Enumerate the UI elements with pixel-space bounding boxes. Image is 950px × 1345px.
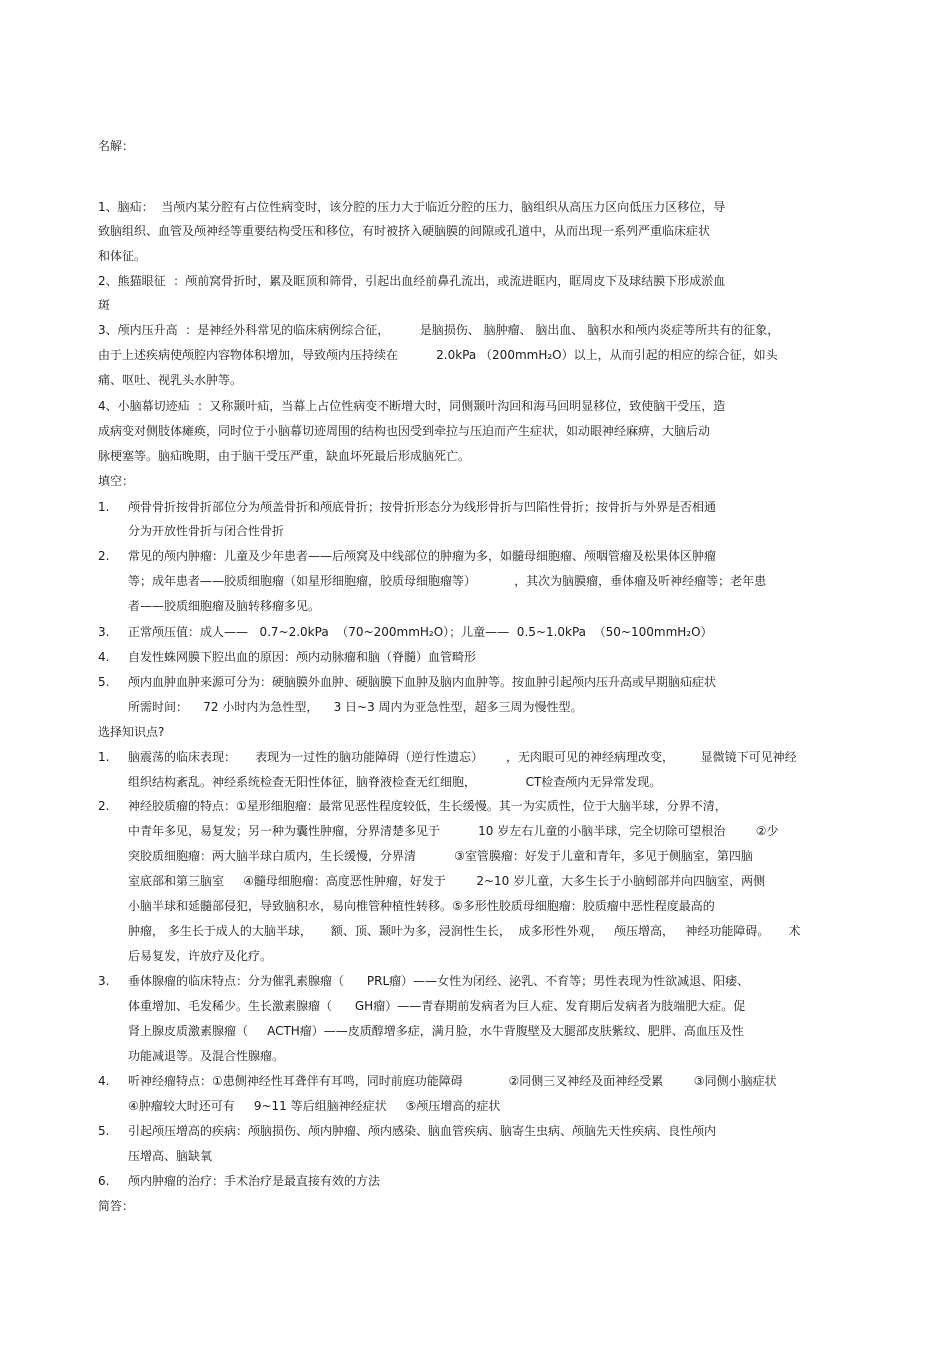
- text-line: 斑: [98, 298, 111, 312]
- item-number: 5.: [98, 1124, 110, 1138]
- item-number: 2.: [98, 799, 110, 813]
- item-number: 6.: [98, 1174, 110, 1188]
- text-line: 自发性蛛网膜下腔出血的原因：颅内动脉瘤和脑（脊髓）血管畸形: [128, 650, 477, 664]
- item-number: 2.: [98, 549, 110, 563]
- item-number: 1.: [98, 750, 110, 764]
- section-heading-mingjie: 名解：: [98, 139, 135, 153]
- text-line: 正常颅压值：成人—— 0.7~2.0kPa （70~200mmH₂O）；儿童—— 0.5~1.0kPa （50~100mmH₂O）: [128, 625, 713, 639]
- text-line: 分为开放性骨折与闭合性骨折: [128, 524, 285, 538]
- item-number: 5.: [98, 675, 110, 689]
- text-line: 和体征。: [98, 249, 147, 263]
- text-line: 颅内血肿血肿来源可分为：硬脑膜外血肿、硬脑膜下血肿及脑内血肿等。按血肿引起颅内压升高或早期脑疝症状: [128, 675, 717, 689]
- section-heading-tiankong: 填空：: [98, 474, 135, 488]
- text-line: 后易复发，许放疗及化疗。: [128, 949, 273, 963]
- text-line: 肿瘤， 多生长于成人的大脑半球， 额、顶、颞叶为多，浸润性生长， 成多形性外观， 颅压增高， 神经功能障碍。 术: [128, 924, 801, 938]
- text-line: 常见的颅内肿瘤：儿童及少年患者——后颅窝及中线部位的肿瘤为多，如髓母细胞瘤、颅咽管瘤及松果体区肿瘤: [128, 549, 717, 563]
- text-line: ④肿瘤较大时还可有 9~11 等后组脑神经症状 ⑤颅压增高的症状: [128, 1099, 501, 1113]
- item-number: 1.: [98, 500, 110, 514]
- text-line: 由于上述疾病使颅腔内容物体积增加，导致颅内压持续在 2.0kPa （200mmH₂O）以上，从而引起的相应的综合征，如头: [98, 348, 778, 362]
- section-heading-jianda: 简答：: [98, 1199, 135, 1213]
- text-line: 痛、呕吐、视乳头水肿等。: [98, 373, 243, 387]
- text-line: 颅内肿瘤的治疗：手术治疗是最直接有效的方法: [128, 1174, 381, 1188]
- text-line: 脉梗塞等。脑疝晚期，由于脑干受压严重，缺血坏死最后形成脑死亡。: [98, 449, 471, 463]
- text-line: 听神经瘤特点：①患侧神经性耳聋伴有耳鸣，同时前庭功能障碍 ②同侧三叉神经及面神经受累 ③同侧小脑症状: [128, 1074, 777, 1088]
- text-line: 垂体腺瘤的临床特点：分为催乳素腺瘤（ PRL瘤）——女性为闭经、泌乳、不育等；男性表现为性欲减退、阳痿、: [128, 974, 750, 988]
- text-line: 脑震荡的临床表现： 表现为一过性的脑功能障碍（逆行性遗忘） ，无肉眼可见的神经病理改变， 显微镜下可见神经: [128, 750, 797, 764]
- text-line: 成病变对侧肢体瘫痪，同时位于小脑幕切迹周围的结构也因受到牵拉与压迫而产生症状，如动眼神经麻痹，大脑后动: [98, 424, 711, 438]
- text-line: 肾上腺皮质激素腺瘤（ ACTH瘤）——皮质醇增多症，满月脸，水牛背腹壁及大腿部皮肤紫纹、肥胖、高血压及性: [128, 1024, 744, 1038]
- text-line: 功能减退等。及混合性腺瘤。: [128, 1049, 285, 1063]
- text-line: 4、小脑幕切迹疝 ：又称颞叶疝，当幕上占位性病变不断增大时，同侧颞叶沟回和海马回明显移位，致使脑干受压，造: [98, 399, 726, 413]
- item-number: 4.: [98, 1074, 110, 1088]
- text-line: 所需时间： 72 小时内为急性型， 3 日~3 周内为亚急性型，超多三周为慢性型。: [128, 700, 583, 714]
- text-line: 者——胶质细胞瘤及脑转移瘤多见。: [128, 599, 321, 613]
- section-heading-xuanze: 选择知识点?: [98, 725, 165, 739]
- item-number: 4.: [98, 650, 110, 664]
- text-line: 压增高、脑缺氧: [128, 1149, 213, 1163]
- text-line: 2、熊猫眼征 ：颅前窝骨折时，累及眶顶和筛骨，引起出血经前鼻孔流出，或流进眶内，眶周皮下及球结膜下形成淤血: [98, 274, 726, 288]
- text-line: 中青年多见，易复发；另一种为囊性肿瘤，分界清楚多见于 10 岁左右儿童的小脑半球，完全切除可望根治 ②少: [128, 824, 779, 838]
- item-number: 3.: [98, 625, 110, 639]
- text-line: 体重增加、毛发稀少。生长激素腺瘤（ GH瘤）——青春期前发病者为巨人症、发育期后发病者为肢端肥大症。促: [128, 999, 746, 1013]
- text-line: 突胶质细胞瘤：两大脑半球白质内，生长缓慢，分界清 ③室管膜瘤：好发于儿童和青年，多见于侧脑室，第四脑: [128, 849, 753, 863]
- text-line: 1、脑疝： 当颅内某分腔有占位性病变时，该分腔的压力大于临近分腔的压力，脑组织从高压力区向低压力区移位，导: [98, 200, 726, 214]
- text-line: 引起颅压增高的疾病：颅脑损伤、颅内肿瘤、颅内感染、脑血管疾病、脑寄生虫病、颅脑先天性疾病、良性颅内: [128, 1124, 717, 1138]
- text-line: 组织结构紊乱。神经系统检查无阳性体征，脑脊液检查无红细胞， CT检查颅内无异常发现。: [128, 775, 662, 789]
- text-line: 室底部和第三脑室 ④髓母细胞瘤：高度恶性肿瘤，好发于 2~10 岁儿童，大多生长于小脑蚓部并向四脑室，两侧: [128, 874, 766, 888]
- text-line: 致脑组织、血管及颅神经等重要结构受压和移位，有时被挤入硬脑膜的间隙或孔道中，从而出现一系列严重临床症状: [98, 224, 711, 238]
- text-line: 3、颅内压升高 ：是神经外科常见的临床病例综合征， 是脑损伤、 脑肿瘤、 脑出血、 脑积水和颅内炎症等所共有的征象，: [98, 323, 780, 337]
- text-line: 小脑半球和延髓部侵犯，导致脑积水，易向椎管种植性转移。⑤多形性胶质母细胞瘤：胶质瘤中恶性程度最高的: [128, 899, 715, 913]
- item-number: 3.: [98, 974, 110, 988]
- text-line: 神经胶质瘤的特点：①星形细胞瘤：最常见恶性程度较低，生长缓慢。其一为实质性，位于大脑半球，分界不清，: [128, 799, 727, 813]
- text-line: 等；成年患者——胶质细胞瘤（如星形细胞瘤，胶质母细胞瘤等） ，其次为脑膜瘤，垂体瘤及听神经瘤等；老年患: [128, 574, 767, 588]
- text-line: 颅骨骨折按骨折部位分为颅盖骨折和颅底骨折；按骨折形态分为线形骨折与凹陷性骨折；按骨折与外界是否相通: [128, 500, 717, 514]
